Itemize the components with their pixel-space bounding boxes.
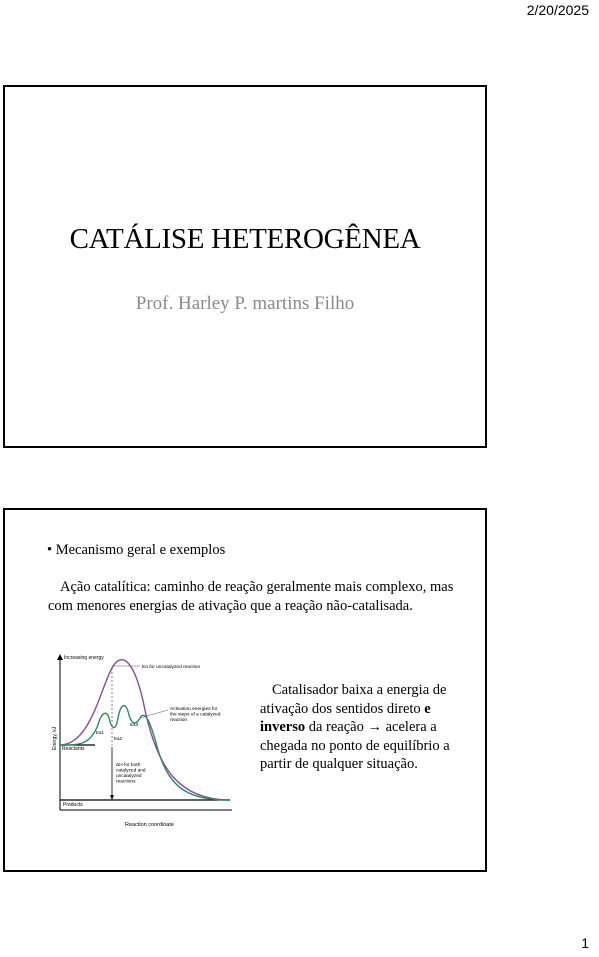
- ea1-label: Ea1: [96, 730, 105, 735]
- y-axis-arrowhead: [57, 654, 63, 660]
- delta-h-arrowhead: [110, 795, 114, 800]
- x-axis-label: Reaction coordinate: [125, 822, 174, 828]
- energy-diagram: [50, 650, 240, 830]
- content-slide: [3, 508, 487, 872]
- y-axis-label: Energy, kJ: [52, 726, 58, 750]
- catalyst-explanation-text: [260, 681, 460, 774]
- side-text-part2: da reação → acelera a chegada no ponto de equilíbrio a partir de qualquer situação.: [260, 719, 450, 772]
- side-text-bold: e inverso: [260, 700, 431, 735]
- catalyzed-curve: [60, 706, 230, 800]
- page-number: 1: [581, 935, 589, 951]
- energy-diagram-svg: [50, 650, 240, 830]
- slide-subtitle: Prof. Harley P. martins Filho: [135, 293, 355, 314]
- ea2-label: Ea2: [114, 736, 123, 741]
- bullet-point: • Mecanismo geral e exemplos: [47, 542, 226, 558]
- ea3-label: Ea3: [130, 722, 139, 727]
- ea-uncatalyzed-label: Ea for uncatalyzed reaction: [142, 665, 201, 670]
- reactants-label: Reactants: [62, 746, 85, 752]
- uncatalyzed-curve: [60, 660, 230, 800]
- title-slide: [3, 85, 487, 448]
- delta-h-label: ΔH for both catalyzed and uncatalyzed reactions: [116, 763, 146, 785]
- products-label: Products: [63, 802, 83, 808]
- activation-energies-label: Activation energies for the steps of a catalyzed reaction: [170, 707, 221, 723]
- slide-title: CATÁLISE HETEROGÊNEA: [69, 223, 421, 255]
- side-text-part1: Catalisador baixa a energia de ativação dos sentidos direto: [260, 682, 447, 717]
- catalytic-action-paragraph: Ação catalítica: caminho de reação geralmente mais complexo, mas com menores energias de ativação que a reação não-catalisada.: [48, 579, 454, 614]
- activation-pointer: [140, 710, 168, 718]
- slide-date: 2/20/2025: [526, 2, 589, 18]
- increasing-energy-label: Increasing energy: [64, 655, 104, 661]
